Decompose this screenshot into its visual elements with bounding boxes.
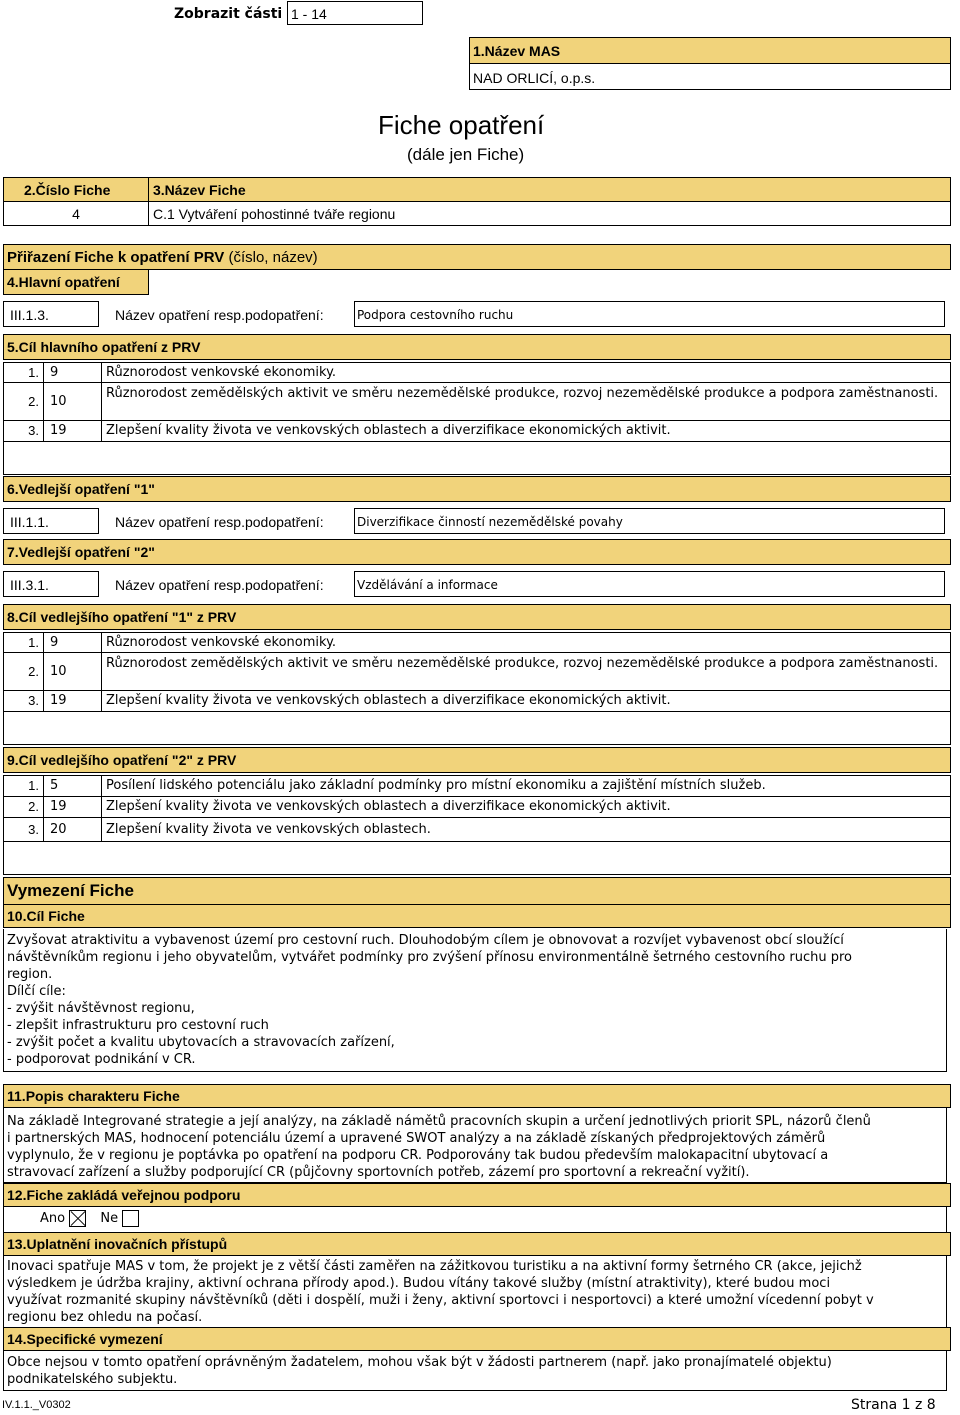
row-index: 3. [4,421,44,441]
fiche-number: 4 [3,201,149,226]
goal-line: Zvyšovat atraktivitu a vybavenost území pro cestovní ruch. Dlouhodobým cílem je obnovovat a rozvíjet vybavenost obcí sloužící [7,933,844,948]
side1-label: Název opatření resp.podopatření: [115,514,324,530]
goal-header: 10.Cíl Fiche [3,904,951,928]
row-text: Zlepšení kvality života ve venkovských oblastech. [106,822,431,837]
innovation-line: výsledkem je údržba krajiny, aktivní ochrana přírody apod.). Budou vítány takové služby (místní atraktivity), které budou moci [7,1276,831,1291]
row-code: 20 [44,818,102,841]
character-text [3,1107,947,1183]
fiche-name: C.1 Vytváření pohostinné tváře regionu [148,201,951,226]
goal-line: - podporovat podnikání v CR. [7,1052,196,1067]
goal-side2-spacer [3,841,951,875]
show-parts-input[interactable]: 1 - 14 [287,1,423,25]
character-line: Na základě Integrované strategie a její analýzy, na základě námětů pracovních skupin a určení jednotlivých priorit SPL, názorů členů [7,1114,871,1129]
table-row [3,382,951,421]
no-label: Ne [100,1211,119,1226]
row-index: 3. [4,691,44,711]
specific-line: podnikatelského subjektu. [7,1372,178,1387]
row-text: Posílení lidského potenciálu jako základní podmínky pro místní ekonomiku a zajištění místních služeb. [106,778,766,793]
table-row [3,632,951,653]
innovation-line: využívat rozmanité skupiny návštěvníků (děti i dospělí, muži i ženy, aktivní sportovci i nesportovci) a které umožní vícedenní pobyt v [7,1293,874,1308]
mas-header: 1.Název MAS [469,37,951,64]
yes-label: Ano [40,1211,66,1226]
character-line: i partnerských MAS, hodnocení potenciálu území a upravené SWOT analýzy a na základě získaných předprojektových záměrů [7,1131,826,1146]
main-measure-header: 4.Hlavní opatření [3,269,149,295]
specific-text [3,1350,947,1391]
row-text: Různorodost zemědělských aktivit ve směru nezemědělské produkce, rozvoj nezemědělské produkce a podpora zaměstnanosti. [106,656,939,671]
character-line: vyplynulo, že v regionu je poptávka po opatření na podporu CR. Podporovány tak budou především malokapacitní ubytovací a [7,1148,829,1163]
row-text: Zlepšení kvality života ve venkovských oblastech a diverzifikace ekonomických aktivit. [106,799,671,814]
goal-side1-spacer [3,711,951,745]
goal-line: - zlepšit infrastrukturu pro cestovní ruch [7,1018,269,1033]
mas-value: NAD ORLICÍ, o.p.s. [469,63,951,90]
public-support-row [3,1206,947,1233]
row-code: 9 [44,363,102,382]
goal-side2-header: 9.Cíl vedlejšího opatření "2" z PRV [3,747,951,773]
character-header: 11.Popis charakteru Fiche [3,1084,951,1108]
show-parts-label: Zobrazit části [174,6,283,22]
row-index: 2. [4,797,44,817]
row-code: 19 [44,691,102,711]
goal-text [3,929,947,1072]
row-index: 1. [4,633,44,652]
side2-label: Název opatření resp.podopatření: [115,577,324,593]
specific-header: 14.Specifické vymezení [3,1327,951,1351]
yes-checkbox[interactable] [69,1210,86,1227]
goal-line: Dílčí cíle: [7,984,66,999]
row-text: Zlepšení kvality života ve venkovských oblastech a diverzifikace ekonomických aktivit. [106,423,671,438]
row-code: 19 [44,421,102,441]
row-text: Různorodost venkovské ekonomiky. [106,365,337,380]
assignment-title [3,244,951,270]
assignment-title-suffix: (číslo, název) [228,249,318,266]
innovation-header: 13.Uplatnění inovačních přístupů [3,1232,951,1256]
goal-line: - zvýšit počet a kvalitu ubytovacích a stravovacích zařízení, [7,1035,395,1050]
main-measure-code: III.1.3. [3,301,99,327]
table-row [3,652,951,691]
fiche-number-header: 2.Číslo Fiche [3,177,149,202]
goal-side1-header: 8.Cíl vedlejšího opatření "1" z PRV [3,604,951,630]
side1-header: 6.Vedlejší opatření "1" [3,476,951,502]
table-row [3,796,951,818]
goal-main-header: 5.Cíl hlavního opatření z PRV [3,334,951,360]
row-text: Různorodost venkovské ekonomiky. [106,635,337,650]
side2-header: 7.Vedlejší opatření "2" [3,539,951,565]
row-code: 19 [44,797,102,817]
row-code: 9 [44,633,102,652]
table-row [3,690,951,712]
side1-value: Diverzifikace činností nezemědělské povahy [354,508,945,534]
row-index: 1. [4,363,44,382]
row-index: 2. [4,383,44,420]
row-text: Zlepšení kvality života ve venkovských oblastech a diverzifikace ekonomických aktivit. [106,693,671,708]
innovation-text [3,1255,947,1328]
row-index: 2. [4,653,44,690]
goal-line: návštěvníkům regionu i jeho obyvatelům, vytvářet podmínky pro zvýšení přínosu environmentálně šetrného cestovního ruchu pro [7,950,853,965]
table-row [3,420,951,442]
definition-title: Vymezení Fiche [3,877,951,905]
no-checkbox[interactable] [122,1210,139,1227]
main-measure-label: Název opatření resp.podopatření: [115,307,324,323]
side1-code: III.1.1. [3,508,99,534]
row-index: 1. [4,776,44,796]
side2-value: Vzdělávání a informace [354,571,945,597]
page-subtitle: (dále jen Fiche) [407,145,525,164]
public-support-header: 12.Fiche zakládá veřejnou podporu [3,1183,951,1207]
table-row [3,775,951,797]
main-measure-value: Podpora cestovního ruchu [354,301,945,327]
fiche-name-header: 3.Název Fiche [148,177,951,202]
row-code: 10 [44,383,102,420]
row-code: 10 [44,653,102,690]
footer-code: IV.1.1._V0302 [2,1399,71,1411]
table-row [3,362,951,383]
table-row [3,817,951,842]
page-number: Strana 1 z 8 [851,1397,936,1413]
page-title: Fiche opatření [378,110,545,140]
row-text: Různorodost zemědělských aktivit ve směru nezemědělské produkce, rozvoj nezemědělské produkce a podpora zaměstnanosti. [106,386,939,401]
goal-main-spacer [3,441,951,475]
row-code: 5 [44,776,102,796]
side2-code: III.3.1. [3,571,99,597]
row-index: 3. [4,818,44,841]
specific-line: Obce nejsou v tomto opatření oprávněným žadatelem, mohou však být v žádosti partnerem (např. jako pronajímatelé objektu) [7,1355,832,1370]
assignment-title-main: Přiřazení Fiche k opatření PRV [7,249,225,266]
innovation-line: regionu bez ohledu na počasí. [7,1310,203,1325]
innovation-line: Inovaci spatřuje MAS v tom, že projekt je z větší části zaměřen na zážitkovou turistiku a na aktivní formy šetrného CR (akce, jejichž [7,1259,862,1274]
goal-line: region. [7,967,53,982]
goal-line: - zvýšit návštěvnost regionu, [7,1001,195,1016]
character-line: stravovací zařízení a služby podporující CR (půjčovny sportovních potřeb, zázemí pro sportovní a rekreační vyžití). [7,1165,750,1180]
